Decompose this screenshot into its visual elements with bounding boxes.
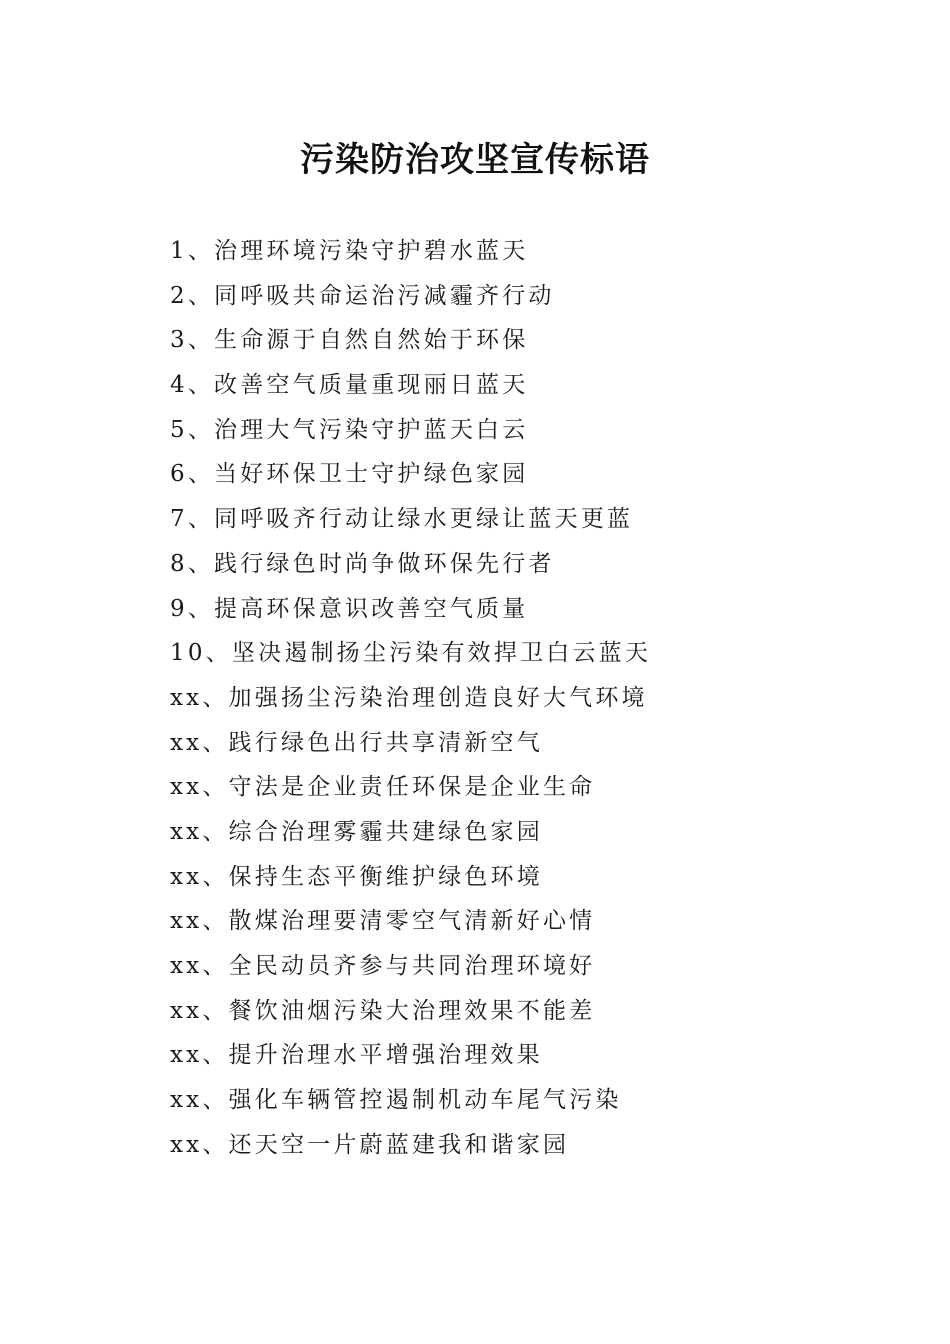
slogan-item: 7、同呼吸齐行动让绿水更绿让蓝天更蓝 xyxy=(170,506,634,533)
slogan-item: xx、守法是企业责任环保是企业生命 xyxy=(170,774,596,801)
slogan-item: xx、提升治理水平增强治理效果 xyxy=(170,1042,543,1069)
slogan-item: 10、坚决遏制扬尘污染有效捍卫白云蓝天 xyxy=(170,640,652,667)
slogan-item: xx、散煤治理要清零空气清新好心情 xyxy=(170,908,596,935)
slogan-item: xx、践行绿色出行共享清新空气 xyxy=(170,729,543,756)
slogan-item: xx、保持生态平衡维护绿色环境 xyxy=(170,863,543,890)
slogan-item: 8、践行绿色时尚争做环保先行者 xyxy=(170,550,555,577)
slogan-item: xx、加强扬尘污染治理创造良好大气环境 xyxy=(170,684,648,711)
slogan-item: 4、改善空气质量重现丽日蓝天 xyxy=(170,372,529,399)
document-title: 污染防治攻坚宣传标语 xyxy=(300,140,650,180)
slogan-item: 3、生命源于自然自然始于环保 xyxy=(170,327,529,354)
slogan-item: xx、强化车辆管控遏制机动车尾气污染 xyxy=(170,1087,622,1114)
slogan-item: xx、餐饮油烟污染大治理效果不能差 xyxy=(170,997,596,1024)
slogan-item: xx、全民动员齐参与共同治理环境好 xyxy=(170,953,596,979)
slogan-item: 6、当好环保卫士守护绿色家园 xyxy=(170,461,529,488)
slogan-item: 9、提高环保意识改善空气质量 xyxy=(170,595,529,622)
slogan-item: 2、同呼吸共命运治污减霾齐行动 xyxy=(170,282,555,309)
slogan-item: 1、治理环境污染守护碧水蓝天 xyxy=(170,238,529,264)
slogan-item: xx、还天空一片蔚蓝建我和谐家园 xyxy=(170,1131,570,1158)
slogan-item: xx、综合治理雾霾共建绿色家园 xyxy=(170,818,543,845)
slogan-list xyxy=(170,229,870,1167)
slogan-item: 5、治理大气污染守护蓝天白云 xyxy=(170,416,529,443)
